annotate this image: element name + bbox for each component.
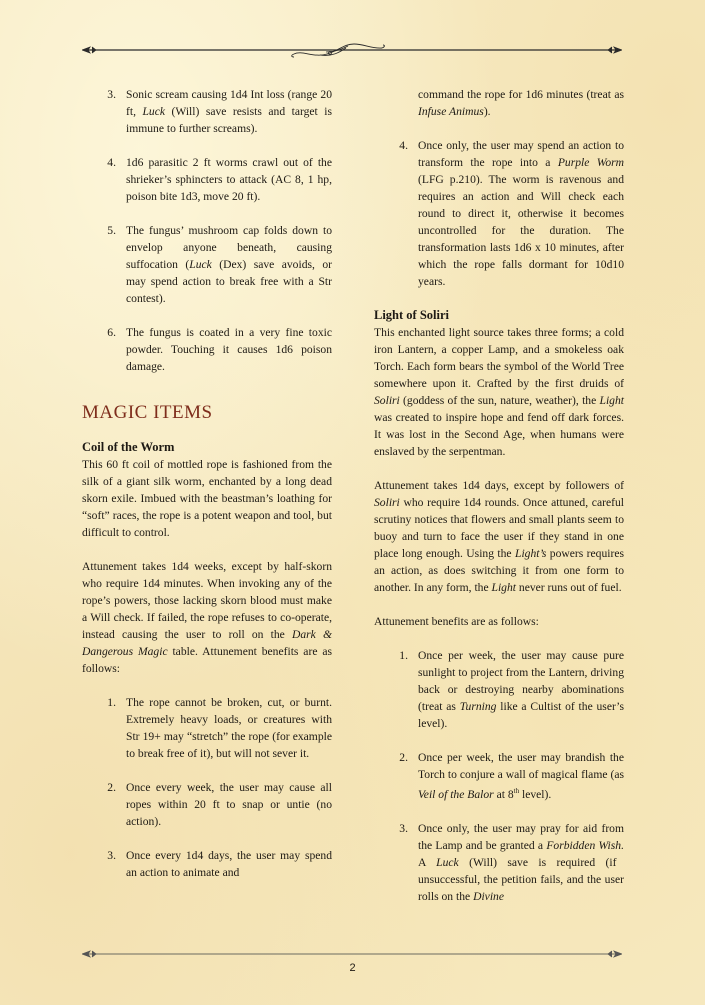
list-number: 2.: [107, 781, 116, 794]
list-number: 2.: [399, 751, 408, 764]
list-text: Once every 1d4 days, the user may spend an action to animate and: [126, 849, 332, 879]
list-number: 3.: [399, 821, 408, 835]
list-text: Sonic scream causing 1d4 Int loss (range 20 ft, Luck (Will) save resists and target is immune to further screams).: [126, 88, 332, 135]
benefits-intro: Attunement benefits are as follows:: [374, 615, 539, 628]
page-number: 2: [349, 962, 356, 974]
list-text: The rope cannot be broken, cut, or burnt. Extremely heavy loads, or creatures with Str 19+ may “stretch” the rope (for example to break free of it), but will not sever it.: [126, 696, 332, 760]
list-text: The fungus’ mushroom cap folds down to envelop anyone beneath, causing suffocation (Luck (Dex) save avoids, or may spend action to break free with a Str contest).: [126, 224, 332, 305]
list-item: [82, 154, 332, 205]
list-text: Once every week, the user may cause all ropes within 20 ft to snap or untie (no action).: [126, 781, 332, 828]
attunement-paragraph: Attunement takes 1d4 days, except by followers of Soliri who require 1d4 rounds. Once attuned, careful scrutiny notices that flowers and small plants seem to buoy and turn to face the user if they stand in one place long enough. Using the Light’s powers requires an action, as does switching it from one form to another. In any form, the Light never runs out of fuel.: [374, 479, 625, 594]
item-title: Coil of the Worm: [82, 440, 175, 454]
list-item-continued: [374, 86, 624, 120]
item-description: This enchanted light source takes three forms; a cold iron Lantern, a copper Lamp, and a smokeless oak Torch. Each form bears the symbol of the World Tree somewhere upon it. Crafted by the first druids of Soliri (goddess of the sun, nature, weather), the Light was created to inspire hope and fend off dark forces. It was lost in the Second Age, when humans were enslaved by the serpentman.: [374, 326, 624, 458]
list-item: [82, 779, 332, 830]
list-item: [82, 847, 332, 881]
list-number: 1.: [107, 696, 116, 709]
list-text: Once only, the user may spend an action to transform the rope into a Purple Worm (LFG p.210). The worm is ravenous and requires an action and Will check each round to direct it, otherwise it becomes uncontrolled for the duration. The transformation lasts 1d6 x 10 minutes, after which the rope falls dormant for 10d10 years.: [418, 139, 624, 288]
list-number: 6.: [107, 326, 116, 339]
list-text: 1d6 parasitic 2 ft worms crawl out of the shrieker’s sphincters to attack (AC 8, 1 hp, poison bite 1d3, move 20 ft).: [126, 156, 332, 203]
list-item: [374, 749, 624, 803]
item-title: Light of Soliri: [374, 308, 450, 322]
list-number: 5.: [107, 224, 116, 237]
list-number: 3.: [107, 849, 116, 862]
list-item: [82, 222, 332, 307]
section-heading: MAGIC ITEMS: [82, 402, 213, 423]
list-item: [82, 324, 332, 375]
list-item: [374, 647, 624, 732]
list-text: Once only, the user may pray for aid from the Lamp and be granted a Forbidden Wish. A Luck (Will) save is required (if unsuccessful, the petition fails, and the user rolls on the Divine: [418, 821, 624, 903]
item-description: This 60 ft coil of mottled rope is fashioned from the silk of a giant silk worm, enchanted by a long dead skorn exile. Imbued with the beastman’s loathing for “soft” races, the rope is a potent weapon and tool, but difficult to control.: [82, 458, 332, 539]
left-column: [82, 86, 332, 898]
list-item: [374, 137, 624, 290]
right-column: [374, 86, 624, 922]
list-number: 4.: [399, 139, 408, 152]
list-number: 3.: [107, 88, 116, 101]
attunement-paragraph: Attunement takes 1d4 weeks, except by half-skorn who require 1d4 minutes. When invoking any of the rope’s powers, those lacking skorn blood must make a Will check. If failed, the rope refuses to co-operate, instead causing the user to roll on the Dark & Dangerous Magic table. Attunement benefits are as follows:: [82, 560, 332, 675]
list-number: 4.: [107, 156, 116, 169]
list-item: [82, 694, 332, 762]
bottom-divider: [82, 944, 622, 964]
top-ornament-divider: [82, 40, 622, 60]
list-text: The fungus is coated in a very fine toxic powder. Touching it causes 1d6 poison damage.: [126, 326, 332, 373]
list-text: Once per week, the user may brandish the Torch to conjure a wall of magical flame (as Veil of the Balor at 8th level).: [418, 751, 624, 801]
list-item: [82, 86, 332, 137]
list-text: command the rope for 1d6 minutes (treat as Infuse Animus).: [418, 88, 624, 118]
list-item: [374, 820, 624, 905]
list-number: 1.: [399, 649, 408, 662]
list-text: Once per week, the user may cause pure sunlight to project from the Lantern, driving back or destroying nearby abominations (treat as Turning like a Cultist of the user’s level).: [418, 649, 624, 730]
